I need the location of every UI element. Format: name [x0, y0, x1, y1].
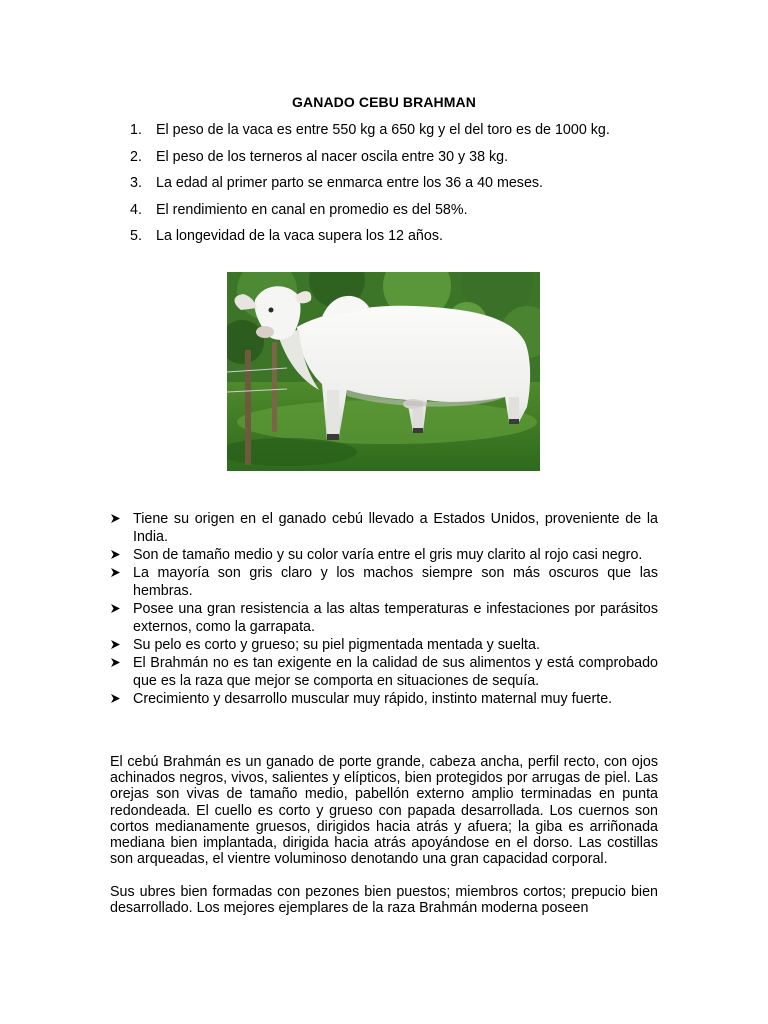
- arrow-bullet-icon: [110, 513, 121, 524]
- bullet-text: Posee una gran resistencia a las altas temperaturas e infestaciones por parásitos externos, como la garrapata.: [133, 601, 658, 635]
- list-number: 2.: [130, 148, 142, 165]
- document-title: GANADO CEBU BRAHMAN: [292, 94, 476, 110]
- arrow-bullet-icon: [110, 603, 121, 614]
- bullet-text: Su pelo es corto y grueso; su piel pigmentada mentada y suelta.: [133, 637, 540, 653]
- arrow-bullet-icon: [110, 549, 121, 560]
- description-paragraph: Sus ubres bien formadas con pezones bien puestos; miembros cortos; prepucio bien desarrollado. Los mejores ejemplares de la raza Brahmán moderna poseen: [110, 884, 658, 917]
- list-number: 5.: [130, 228, 142, 244]
- bullet-text: La mayoría son gris claro y los machos siempre son más oscuros que las hembras.: [133, 565, 658, 599]
- list-number: 1.: [130, 122, 142, 138]
- description-paragraph: El cebú Brahmán es un ganado de porte grande, cabeza ancha, perfil recto, con ojos achinados negros, vivos, salientes y elípticos, bien protegidos por arrugas de piel. Las orejas son vivas de tamaño medio, pabellón externo amplio terminadas en punta redondeada. El cuello es corto y grueso con papada desarrollada. Los cuernos son cortos medianamente gruesos, dirigidos hacia atrás y afuera; la giba es arriñonada mediana bien implantada, dirigida hacia atrás apoyándose en el dorso. Las costillas son arqueadas, el vientre voluminoso denotando una gran capacidad corporal.: [110, 754, 658, 868]
- list-text: La edad al primer parto se enmarca entre los 36 a 40 meses.: [156, 175, 544, 191]
- list-item: [130, 121, 690, 148]
- list-item: [130, 148, 690, 175]
- list-item: [130, 174, 690, 201]
- list-item: [130, 227, 690, 254]
- list-number: 3.: [130, 175, 142, 191]
- list-item: [110, 636, 658, 654]
- list-text: El rendimiento en canal en promedio es del 58%.: [156, 201, 468, 218]
- fence-post: [245, 350, 251, 465]
- arrow-bullet-icon: [110, 567, 121, 578]
- bullet-text: Crecimiento y desarrollo muscular muy rápido, instinto maternal muy fuerte.: [133, 691, 613, 707]
- list-text: El peso de la vaca es entre 550 kg a 650 kg y el del toro es de 1000 kg.: [156, 122, 610, 138]
- list-item: [110, 510, 658, 546]
- list-item: [130, 201, 690, 228]
- brahman-bull-photo: [227, 272, 540, 471]
- list-text: El peso de los terneros al nacer oscila entre 30 y 38 kg.: [156, 148, 509, 165]
- bullet-list: [110, 510, 658, 708]
- list-item: [110, 600, 658, 636]
- numbered-list: [130, 121, 690, 254]
- list-item: [110, 546, 658, 564]
- list-text: La longevidad de la vaca supera los 12 años.: [156, 228, 443, 244]
- bullet-text: Tiene su origen en el ganado cebú llevado a Estados Unidos, proveniente de la India.: [133, 511, 658, 545]
- bullet-text: Son de tamaño medio y su color varía entre el gris muy clarito al rojo casi negro.: [133, 547, 643, 563]
- bull-eye: [269, 308, 274, 313]
- list-item: [110, 690, 658, 708]
- bull-muzzle: [256, 326, 274, 338]
- bullet-text: El Brahmán no es tan exigente en la calidad de sus alimentos y está comprobado que es la raza que mejor se comporta en situaciones de sequía.: [133, 655, 658, 689]
- arrow-bullet-icon: [110, 693, 121, 704]
- list-item: [110, 564, 658, 600]
- list-number: 4.: [130, 201, 142, 218]
- fence-post: [272, 342, 277, 432]
- arrow-bullet-icon: [110, 639, 121, 650]
- arrow-bullet-icon: [110, 657, 121, 668]
- list-item: [110, 654, 658, 690]
